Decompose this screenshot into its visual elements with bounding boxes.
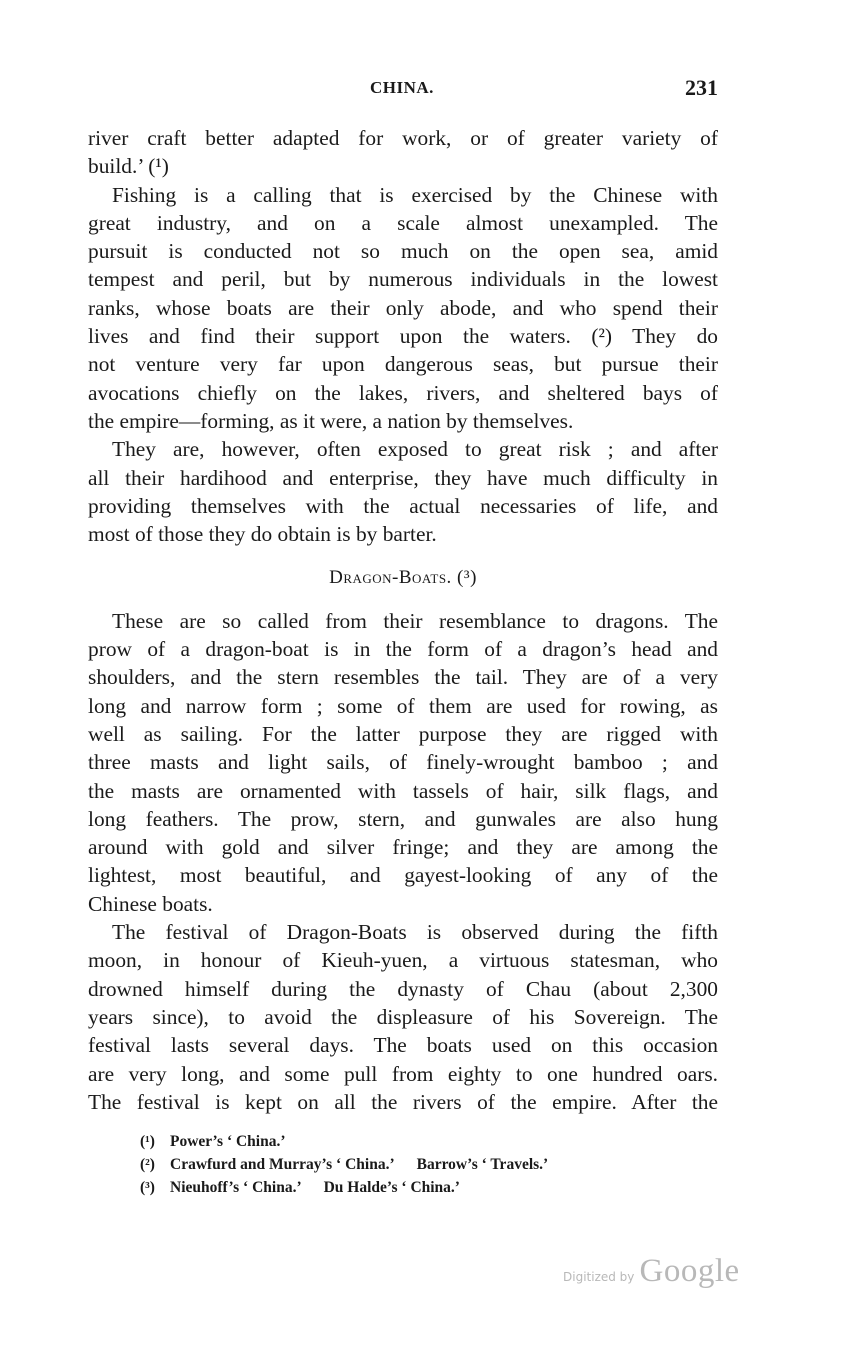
paragraph-festival bbox=[88, 918, 718, 1116]
footnote-extra: Du Halde’s ‘ China.’ bbox=[323, 1179, 460, 1196]
footnote-3 bbox=[140, 1176, 548, 1199]
page-header bbox=[88, 75, 718, 104]
paragraph-risk bbox=[88, 435, 718, 548]
text-line: ranks, whose boats are their only abode, and who spend their bbox=[88, 295, 718, 320]
page-number: 231 bbox=[685, 75, 718, 100]
text-line: drowned himself during the dynasty of Chau (about 2,300 bbox=[88, 976, 718, 1001]
text-line: providing themselves with the actual necessaries of life, and bbox=[88, 493, 718, 518]
text-line: most of those they do obtain is by barter. bbox=[88, 522, 437, 547]
text-line: tempest and peril, but by numerous individuals in the lowest bbox=[88, 267, 718, 292]
paragraph-dragon-boats bbox=[88, 607, 718, 918]
google-logo: Google bbox=[639, 1253, 740, 1289]
text-line: pursuit is conducted not so much on the open sea, amid bbox=[88, 239, 718, 264]
running-head: CHINA. bbox=[370, 78, 434, 97]
text-line: The festival of Dragon-Boats is observed during the fifth bbox=[112, 920, 718, 945]
footnote-1 bbox=[140, 1130, 548, 1153]
footnote-text: Power’s ‘ China.’ bbox=[170, 1133, 286, 1150]
section-heading: Dragon-Boats. (³) bbox=[329, 567, 477, 589]
text-line: build.’ (¹) bbox=[88, 154, 169, 179]
text-line: Fishing is a calling that is exercised by the Chinese with bbox=[112, 182, 718, 207]
footnote-2 bbox=[140, 1153, 548, 1176]
text-line: great industry, and on a scale almost unexampled. The bbox=[88, 210, 718, 235]
continuation-paragraph bbox=[88, 124, 718, 181]
text-line: Chinese boats. bbox=[88, 891, 213, 916]
text-line: shoulders, and the stern resembles the tail. They are of a very bbox=[88, 665, 718, 690]
text-line: the masts are ornamented with tassels of hair, silk flags, and bbox=[88, 778, 718, 803]
text-line: moon, in honour of Kieuh-yuen, a virtuous statesman, who bbox=[88, 948, 718, 973]
text-line: The festival is kept on all the rivers of the empire. After the bbox=[88, 1089, 718, 1114]
text-line: lives and find their support upon the waters. (²) They do bbox=[88, 324, 718, 349]
text-line: long feathers. The prow, stern, and gunwales are also hung bbox=[88, 806, 718, 831]
text-line: lightest, most beautiful, and gayest-looking of any of the bbox=[88, 863, 718, 888]
text-line: These are so called from their resemblance to dragons. The bbox=[112, 608, 718, 633]
footnotes bbox=[140, 1130, 548, 1199]
text-line: long and narrow form ; some of them are used for rowing, as bbox=[88, 693, 718, 718]
footnote-text: Nieuhoff’s ‘ China.’ bbox=[170, 1179, 302, 1196]
footnote-mark: (²) bbox=[140, 1156, 155, 1173]
text-line: well as sailing. For the latter purpose they are rigged with bbox=[88, 721, 718, 746]
text-line: three masts and light sails, of finely-wrought bamboo ; and bbox=[88, 750, 718, 775]
body-text bbox=[88, 124, 718, 1116]
text-line: years since), to avoid the displeasure of his Sovereign. The bbox=[88, 1004, 718, 1029]
text-line: They are, however, often exposed to great risk ; and after bbox=[112, 437, 718, 462]
watermark-prefix: Digitized by bbox=[563, 1270, 635, 1284]
paragraph-fishing bbox=[88, 181, 718, 436]
digitized-watermark bbox=[563, 1253, 740, 1290]
text-line: river craft better adapted for work, or of greater variety of bbox=[88, 126, 718, 150]
text-line: not venture very far upon dangerous seas, but pursue their bbox=[88, 352, 718, 377]
footnote-mark: (¹) bbox=[140, 1133, 155, 1150]
text-line: avocations chiefly on the lakes, rivers, and sheltered bays of bbox=[88, 380, 718, 405]
text-line: around with gold and silver fringe; and they are among the bbox=[88, 835, 718, 860]
text-line: festival lasts several days. The boats used on this occasion bbox=[88, 1033, 718, 1058]
text-line: the empire—forming, as it were, a nation by themselves. bbox=[88, 408, 574, 433]
footnote-extra: Barrow’s ‘ Travels.’ bbox=[416, 1156, 549, 1173]
text-line: are very long, and some pull from eighty to one hundred oars. bbox=[88, 1061, 718, 1086]
text-line: all their hardihood and enterprise, they have much difficulty in bbox=[88, 465, 718, 490]
footnote-text: Crawfurd and Murray’s ‘ China.’ bbox=[170, 1156, 395, 1173]
footnote-mark: (³) bbox=[140, 1179, 155, 1196]
text-line: prow of a dragon-boat is in the form of a dragon’s head and bbox=[88, 637, 718, 662]
